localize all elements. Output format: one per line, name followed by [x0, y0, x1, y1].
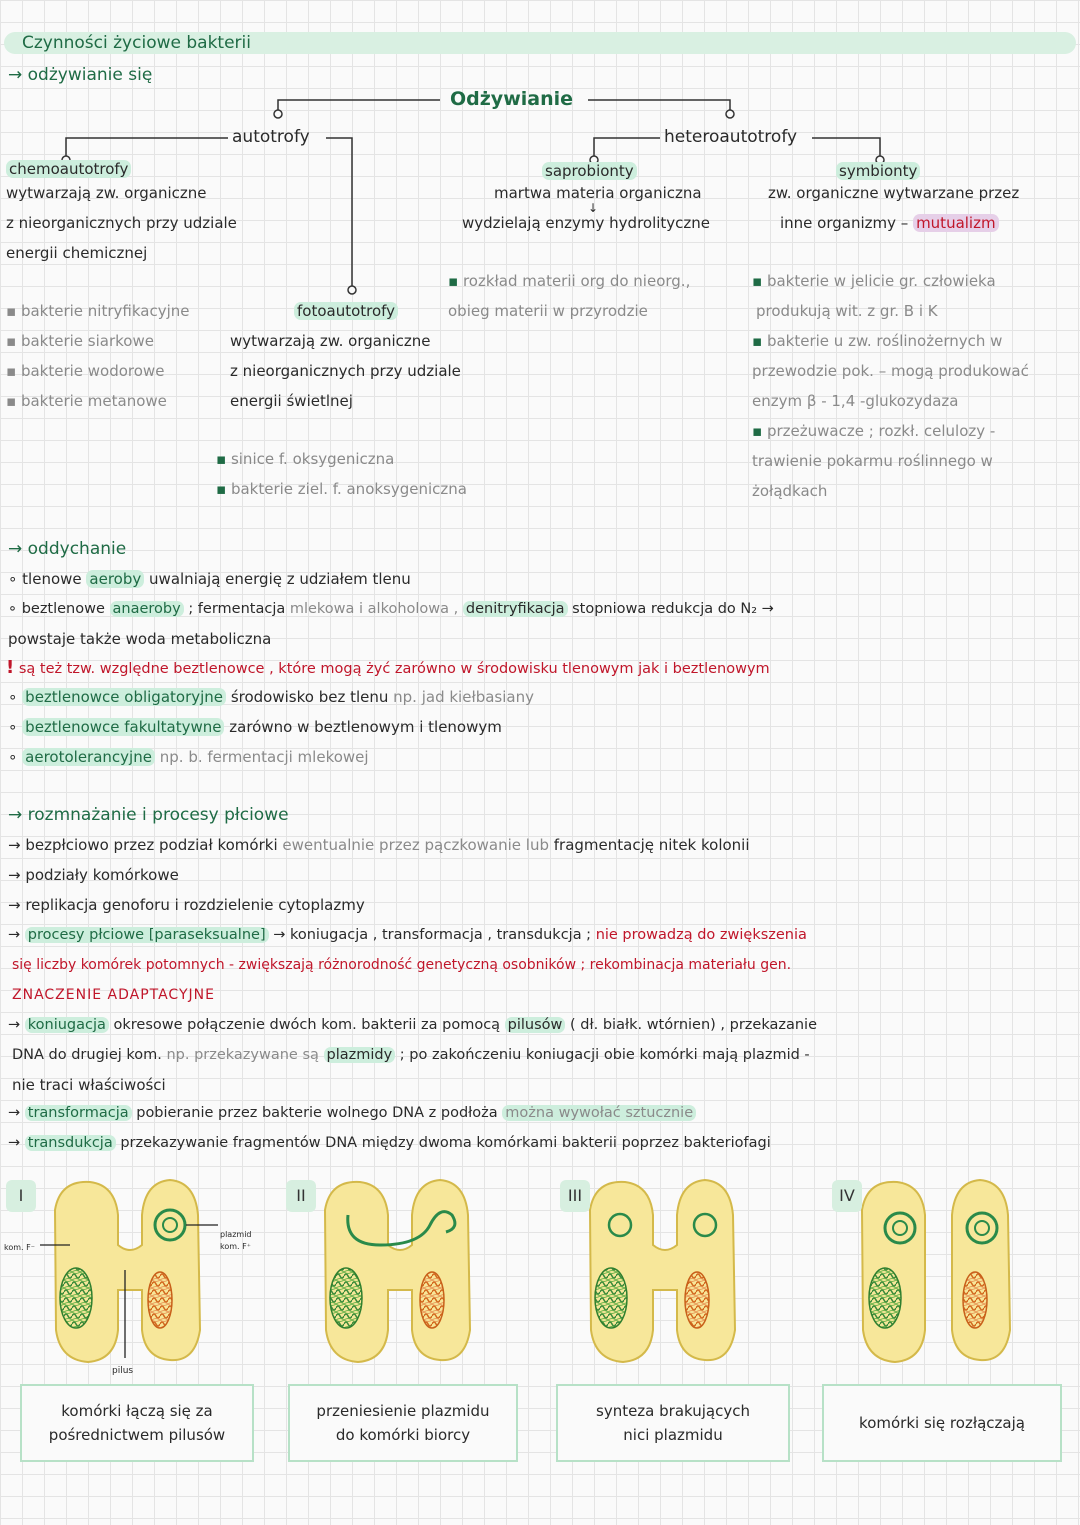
sapro-desc-1: martwa materia organiczna	[494, 184, 702, 202]
symb-note: żołądkach	[752, 482, 828, 500]
tree-root: Odżywianie	[450, 88, 574, 110]
resp-line-7: ∘ aerotolerancyjne np. b. fermentacji mlekowej	[8, 748, 369, 766]
cell-pair-2	[325, 1180, 470, 1362]
step-number: I	[6, 1180, 36, 1212]
symb-note: ▪ bakterie w jelicie gr. człowieka	[752, 272, 996, 290]
symb-note: produkują wit. z gr. B i K	[756, 302, 938, 320]
repro-line-5: się liczby komórek potomnych - zwiększają różnorodność genetyczną osobników ; rekombinacja materiału gen.	[12, 957, 792, 973]
symb-note: ▪ przeżuwacze ; rozkł. celulozy -	[752, 422, 996, 440]
chemo-example: ▪ bakterie siarkowe	[6, 332, 154, 350]
label-plasmid: plazmid	[220, 1230, 252, 1239]
step-number: II	[286, 1180, 316, 1212]
repro-line-7: → koniugacja okresowe połączenie dwóch kom. bakterii za pomocą pilusów ( dł. białk. wtórnien) , przekazanie	[8, 1017, 817, 1033]
cell-pair-3	[590, 1180, 735, 1362]
page-title: Czynności życiowe bakterii	[22, 33, 251, 53]
chemo-desc-2: z nieorganicznych przy udziale	[6, 214, 237, 232]
label-cell-fplus: kom. F⁺	[220, 1242, 251, 1251]
sapro-note: ▪ rozkład materii org do nieorg.,	[448, 272, 691, 290]
photo-example: ▪ sinice f. oksygeniczna	[216, 450, 395, 468]
repro-line-8: DNA do drugiej kom. np. przekazywane są plazmidy ; po zakończeniu koniugacji obie komórki mają plazmid -	[12, 1047, 810, 1063]
sapro-title: saprobionty	[542, 162, 637, 180]
resp-line-2: ∘ beztlenowe anaeroby ; fermentacja mlekowa i alkoholowa , denitryfikacja stopniowa redukcja do N₂ →	[8, 601, 774, 617]
repro-line-6: ZNACZENIE ADAPTACYJNE	[12, 987, 215, 1003]
symb-note: enzym β - 1,4 -glukozydaza	[752, 392, 959, 410]
chemo-example: ▪ bakterie nitryfikacyjne	[6, 302, 190, 320]
symb-note: przewodzie pok. – mogą produkować	[752, 362, 1029, 380]
step-caption: synteza brakujących nici plazmidu	[556, 1384, 790, 1462]
step-number: IV	[832, 1180, 862, 1212]
repro-line-4: → procesy płciowe [paraseksualne] → koniugacja , transformacja , transdukcja ; nie prowadzą do zwiększenia	[8, 927, 807, 943]
step-number: III	[560, 1180, 590, 1212]
step-caption: przeniesienie plazmidu do komórki biorcy	[288, 1384, 518, 1462]
section-reproduction: → rozmnażanie i procesy płciowe	[8, 805, 289, 825]
repro-line-10: → transformacja pobieranie przez bakterie wolnego DNA z podłoża można wywołać sztucznie	[8, 1104, 696, 1123]
resp-line-5: ∘ beztlenowce obligatoryjne środowisko bez tlenu np. jad kiełbasiany	[8, 688, 534, 706]
sapro-desc-2: wydzielają enzymy hydrolityczne	[462, 214, 711, 232]
label-pilus: pilus	[112, 1366, 134, 1376]
section-respiration: → oddychanie	[8, 539, 127, 559]
photo-desc-2: z nieorganicznych przy udziale	[230, 362, 461, 380]
resp-line-6: ∘ beztlenowce fakultatywne zarówno w beztlenowym i tlenowym	[8, 718, 502, 736]
symb-note: ▪ bakterie u zw. roślinożernych w	[752, 332, 1003, 350]
repro-line-2: → podziały komórkowe	[8, 866, 179, 884]
photo-desc-1: wytwarzają zw. organiczne	[230, 332, 431, 350]
symb-title: symbionty	[836, 162, 920, 180]
tree-heterotrophs: heteroautotrofy	[664, 127, 798, 147]
step-caption: komórki się rozłączają	[822, 1384, 1062, 1462]
label-cell-fminus: kom. F⁻	[4, 1243, 35, 1252]
repro-line-1: → bezpłciowo przez podział komórki ewentualnie przez pączkowanie lub fragmentację nitek kolonii	[8, 836, 750, 854]
symb-note: trawienie pokarmu roślinnego w	[752, 452, 993, 470]
photo-desc-3: energii świetlnej	[230, 392, 353, 410]
chemo-desc-1: wytwarzają zw. organiczne	[6, 184, 207, 202]
sapro-note: obieg materii w przyrodzie	[448, 302, 648, 320]
repro-line-11: → transdukcja przekazywanie fragmentów DNA między dwoma komórkami bakterii poprzez bakteriofagi	[8, 1135, 771, 1151]
photo-title: fotoautotrofy	[294, 302, 398, 320]
resp-line-3: powstaje także woda metaboliczna	[8, 630, 272, 648]
resp-line-4: ! są też tzw. względne beztlenowce , które mogą żyć zarówno w środowisku tlenowym jak i beztlenowym	[6, 657, 770, 678]
chemo-example: ▪ bakterie metanowe	[6, 392, 167, 410]
repro-line-9: nie traci właściwości	[12, 1076, 166, 1094]
chemo-title: chemoautotrofy	[6, 160, 131, 178]
symb-desc-1: zw. organiczne wytwarzane przez	[768, 184, 1020, 202]
chemo-example: ▪ bakterie wodorowe	[6, 362, 165, 380]
chemo-desc-3: energii chemicznej	[6, 244, 148, 262]
resp-line-1: ∘ tlenowe aeroby uwalniają energię z udziałem tlenu	[8, 570, 411, 588]
repro-line-3: → replikacja genoforu i rozdzielenie cytoplazmy	[8, 896, 365, 914]
tree-autotrophs: autotrofy	[232, 127, 310, 147]
step-caption: komórki łączą się za pośrednictwem pilusów	[20, 1384, 254, 1462]
photo-example: ▪ bakterie ziel. f. anoksygeniczna	[216, 480, 467, 498]
down-arrow-icon: ↓	[588, 201, 599, 215]
section-nutrition: → odżywianie się	[8, 65, 153, 85]
cell-pair-4	[862, 1180, 1010, 1362]
cell-pair-1	[40, 1180, 218, 1362]
symb-desc-2: inne organizmy – mutualizm	[780, 214, 999, 233]
